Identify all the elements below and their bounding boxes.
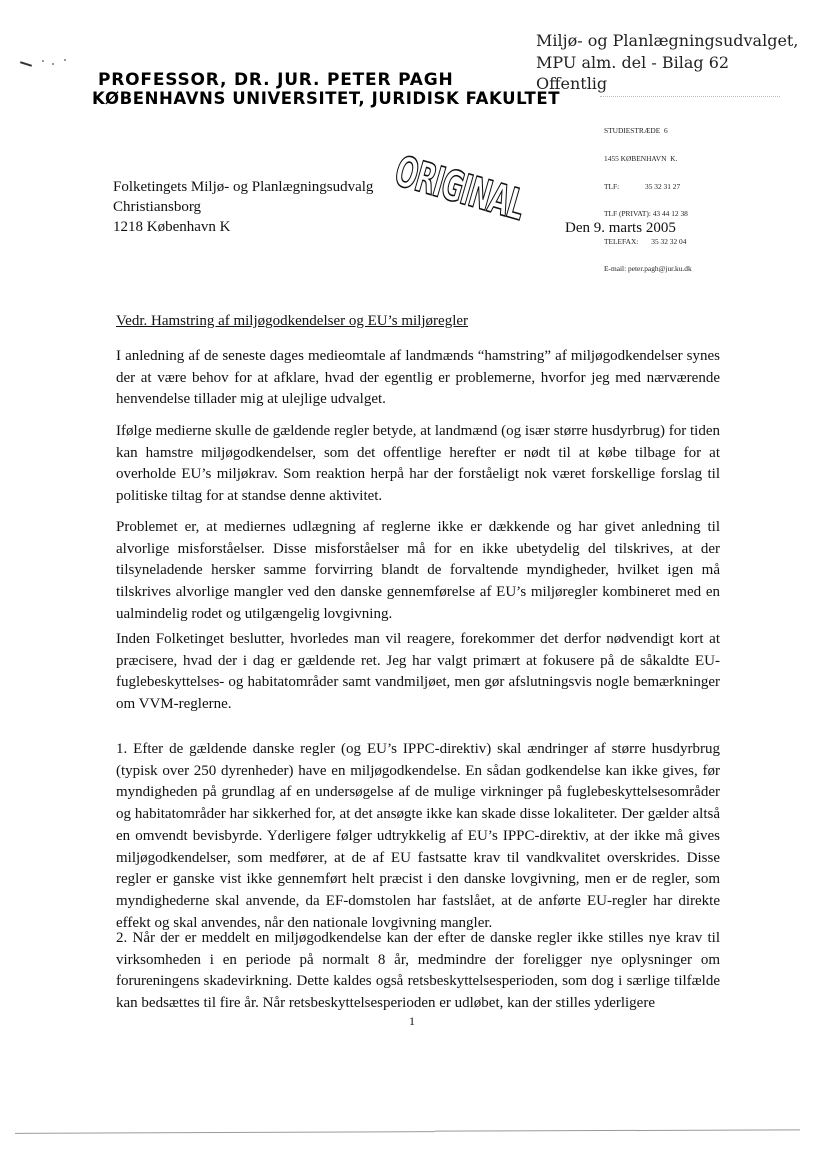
contact-fax: TELEFAX: 35 32 32 04 (604, 236, 687, 246)
subject-line: Vedr. Hamstring af miljøgodkendelser og EU’s miljøregler (116, 313, 469, 329)
recipient-address (113, 177, 373, 237)
scan-artifact (42, 60, 44, 62)
scan-edge-line (435, 1129, 800, 1131)
letterhead-institution: KØBENHAVNS UNIVERSITET, JURIDISK FAKULTET (92, 89, 561, 108)
scan-edge-line (15, 1131, 435, 1134)
body-paragraph: Ifølge medierne skulle de gældende regler betyde, at landmænd (og især større husdyrbrug) for tiden kan hamstre miljøgodkendelser, som det offentlige herefter er nødt til at købe tilbage for at overholde EU’s miljøkrav. Som reaktion herpå har der forståeligt nok været forskellige forslag til politiske tiltag for at standse denne aktivitet. (116, 423, 720, 505)
letter-date: Den 9. marts 2005 (565, 220, 676, 236)
body-paragraph: Problemet er, at mediernes udlægning af reglerne ikke er dækkende og har givet anledning til alvorlige misforståelser. Disse misforståelser må for en ikke ubetydelig del tilskrives, at der tilsyneladende hersker samme forvirring blandt de forvaltende myndigheder, hvilket igen må tilskrives alvorlige mangler ved den danske gennemførelse af EU’s miljøregler kombineret med en ualmindelig rodet og utilgængelig lovgivning. (116, 519, 720, 622)
letterhead-name: PROFESSOR, DR. JUR. PETER PAGH (98, 70, 454, 90)
registry-divider (600, 96, 780, 97)
contact-block (604, 108, 692, 283)
body-paragraph-numbered: 1. Efter de gældende danske regler (og EU’s IPPC-direktiv) skal ændringer af større husdyrbrug (typisk over 250 dyrenheder) have en miljøgodkendelse. En sådan godkendelse kan ikke gives, før myndigheden på grundlag af en undersøgelse af de mulige virkninger på fuglebeskyttelsesområder og habitatområder har sikkerhed for, at det ansøgte ikke kan skade disse lokaliteter. Der gælder altså en omvendt bevisbyrde. Yderligere følger udtrykkelig af EU’s IPPC-direktiv, at der ikke må gives miljøgodkendelser, som medfører, at de af EU fastsatte krav til vandkvalitet overskrides. Disse regler er ganske vist ikke gennemført helt præcist i den danske lovgivning, men er de regler, som myndighederne skal anvende, da EF-domstolen har fastslået, at de anførte EU-regler har direkte effekt og skal anvendes, når den nationale lovgivning mangler. (116, 741, 720, 931)
contact-phone-private: TLF (PRIVAT): 43 44 12 38 (604, 209, 688, 219)
body-paragraph: I anledning af de seneste dages medieomtale af landmænds “hamstring” af miljøgodkendelser synes der at være behov for at afklare, hvad der egentlig er problemerne, hvorfor jeg med nærværende henvendelse tillader mig at ulejlige udvalget. (116, 348, 720, 408)
registry-status: Offentlig (536, 74, 608, 93)
scan-artifact (52, 63, 54, 65)
contact-city: 1455 KØBENHAVN K. (604, 154, 678, 164)
registry-reference: MPU alm. del - Bilag 62 (536, 52, 730, 72)
scan-artifact (64, 59, 66, 61)
contact-phone: TLF: 35 32 31 27 (604, 181, 681, 191)
body-paragraph: Inden Folketinget beslutter, hvorledes man vil reagere, forekommer det derfor nødvendigt kort at præcisere, hvad der i dag er gældende ret. Jeg har valgt primært at fokusere på de såkaldte EU-fuglebeskyttelses- og habitatområder samt vandmiljøet, men gør afslutningsvis nogle bemærkninger om VVM-reglerne. (116, 631, 720, 713)
recipient-building: Christiansborg (113, 199, 202, 215)
registry-stamp (536, 30, 798, 95)
recipient-city: 1218 København K (113, 219, 231, 235)
scan-artifact (20, 61, 32, 67)
contact-street: STUDIESTRÆDE 6 (604, 126, 668, 136)
page-number: 1 (409, 1014, 415, 1028)
original-stamp: ORIGINAL (389, 146, 530, 230)
registry-committee: Miljø- og Planlægningsudvalget, (536, 31, 799, 50)
recipient-name: Folketingets Miljø- og Planlægningsudvalg (113, 179, 374, 195)
contact-email: E-mail: peter.pagh@jur.ku.dk (604, 264, 692, 274)
body-paragraph-numbered: 2. Når der er meddelt en miljøgodkendelse kan der efter de danske regler ikke stilles nye krav til virksomheden i en periode på normalt 8 år, medmindre der foreligger nye oplysninger om forureningens skadevirkning. Dette kaldes også retsbeskyttelsesperioden, som dog i særlige tilfælde kan bedsættes til fire år. Når retsbeskyttelsesperioden er udløbet, kan der stilles yderligere (116, 930, 720, 1012)
